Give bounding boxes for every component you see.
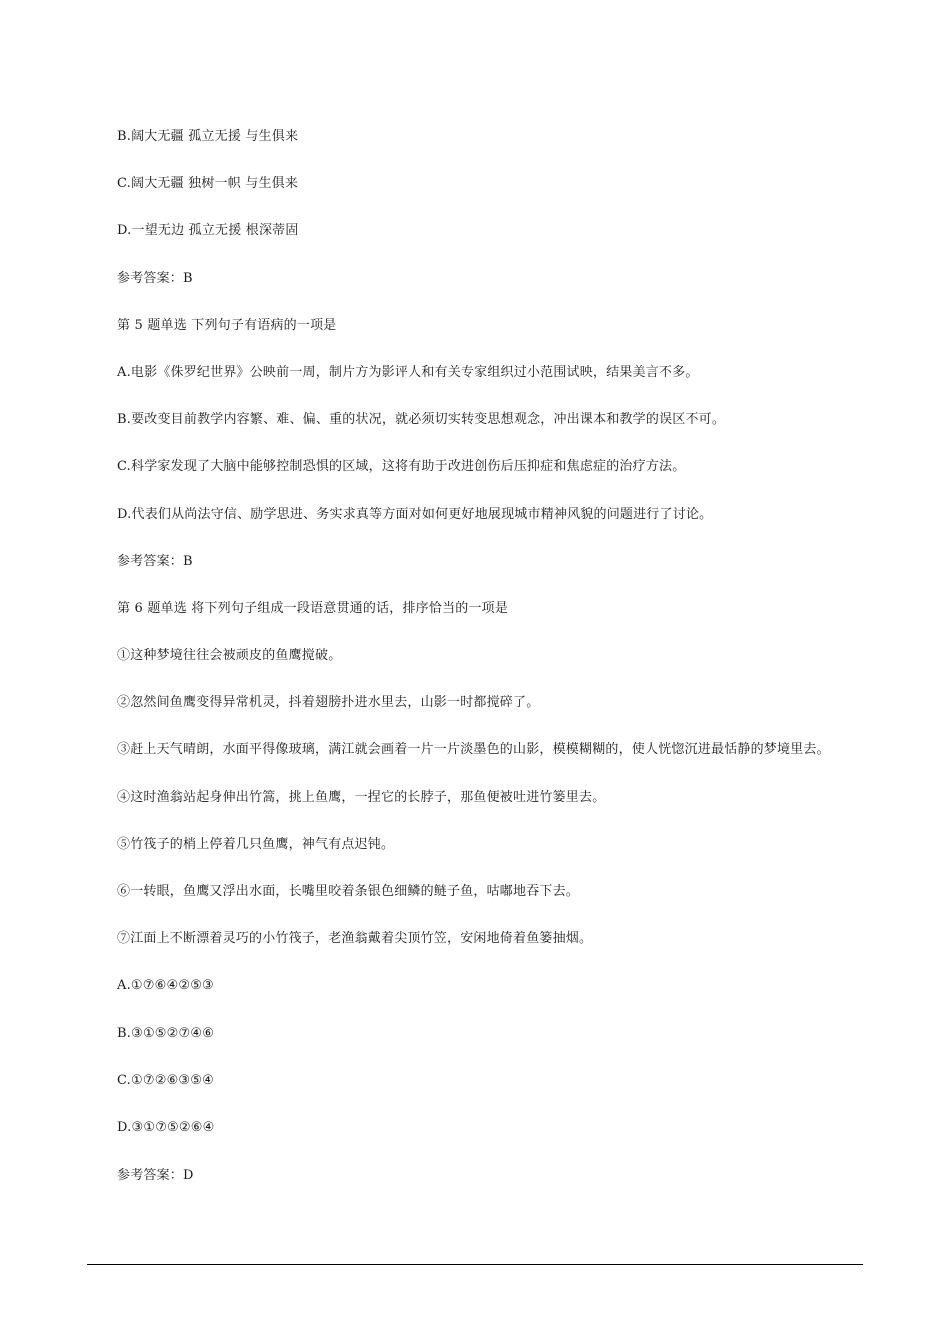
q5-question: 第 5 题单选 下列句子有语病的一项是 [117,318,337,333]
q6-sentence-3: ③赶上天气晴朗，水面平得像玻璃，满江就会画着一片一片淡墨色的山影，模模糊糊的，使人恍惚沉进最恬静的梦境里去。 [117,742,830,757]
q4-option-d: D.一望无边 孤立无援 根深蒂固 [117,223,299,238]
q5-option-d: D.代表们从尚法守信、励学思进、务实求真等方面对如何更好地展现城市精神风貌的问题进行了讨论。 [117,507,713,522]
q6-sentence-2: ②忽然间鱼鹰变得异常机灵，抖着翅膀扑进水里去，山影一时都搅碎了。 [117,695,540,710]
q4-option-c: C.阔大无疆 独树一帜 与生俱来 [117,176,299,191]
q6-question: 第 6 题单选 将下列句子组成一段语意贯通的话，排序恰当的一项是 [117,601,509,616]
q6-option-a: A.①⑦⑥④②⑤③ [117,978,214,993]
q6-sentence-5: ⑤竹筏子的梢上停着几只鱼鹰，神气有点迟钝。 [117,837,395,852]
q6-option-d: D.③①⑦⑤②⑥④ [117,1120,215,1135]
q6-sentence-7: ⑦江面上不断漂着灵巧的小竹筏子，老渔翁戴着尖顶竹笠，安闲地倚着鱼篓抽烟。 [117,931,593,946]
q6-sentence-4: ④这时渔翁站起身伸出竹篙，挑上鱼鹰，一捏它的长脖子，那鱼便被吐进竹篓里去。 [117,790,606,805]
q5-option-b: B.要改变目前教学内容繁、难、偏、重的状况，就必须切实转变思想观念，冲出课本和教学的误区不可。 [117,412,726,427]
q5-option-a: A.电影《侏罗纪世界》公映前一周，制片方为影评人和有关专家组织过小范围试映，结果美言不多。 [117,365,699,380]
q6-sentence-6: ⑥一转眼，鱼鹰又浮出水面，长嘴里咬着条银色细鳞的鲢子鱼，咕嘟地吞下去。 [117,884,580,899]
q4-answer: 参考答案：B [117,271,193,286]
q5-answer: 参考答案：B [117,554,193,569]
q6-answer: 参考答案：D [117,1168,194,1183]
q5-option-c: C.科学家发现了大脑中能够控制恐惧的区域，这将有助于改进创伤后压抑症和焦虑症的治疗方法。 [117,459,686,474]
q6-option-b: B.③①⑤②⑦④⑥ [117,1026,215,1041]
q4-option-b: B.阔大无疆 孤立无援 与生俱来 [117,129,299,144]
q6-option-c: C.①⑦②⑥③⑤④ [117,1073,214,1088]
footer-rule [87,1264,863,1265]
q6-sentence-1: ①这种梦境往往会被顽皮的鱼鹰搅破。 [117,648,342,663]
